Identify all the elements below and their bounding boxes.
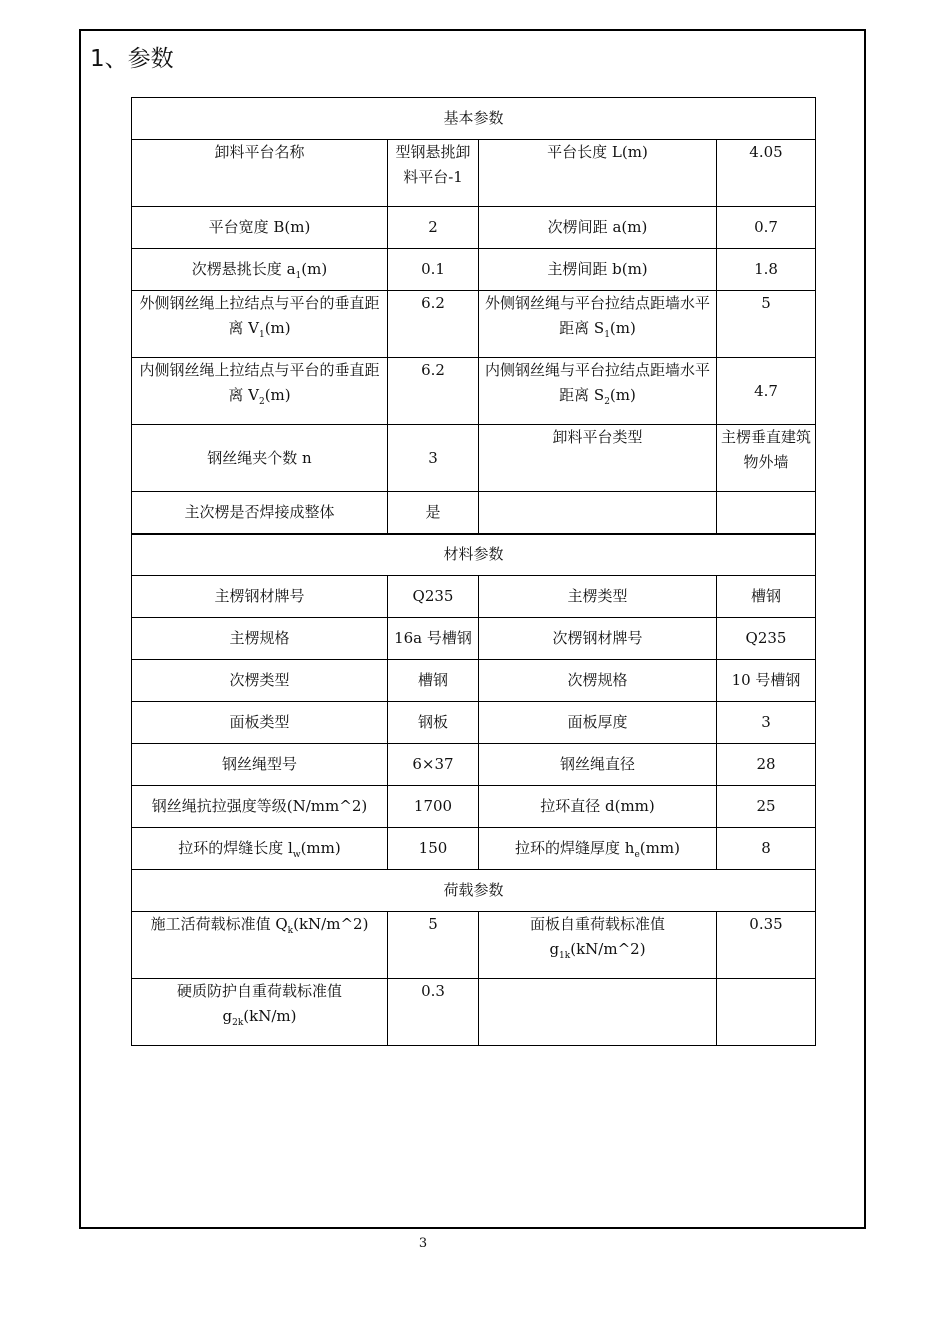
param-label: 卸料平台名称	[132, 140, 388, 207]
param-value: 5	[388, 912, 479, 979]
label-text: 外侧钢丝绳上拉结点与平台的垂直距离 V	[139, 294, 380, 337]
section-title-load: 荷载参数	[132, 870, 816, 912]
label-subscript: e	[634, 850, 640, 860]
param-value: 5	[717, 291, 816, 358]
label-unit: (mm)	[300, 839, 341, 857]
label-text: 面板自重荷载标准值	[529, 915, 665, 933]
param-value: 2	[388, 207, 479, 249]
param-label	[479, 912, 717, 979]
param-value: Q235	[717, 618, 816, 660]
label-symbol: g	[222, 1007, 233, 1025]
param-label: 钢丝绳夹个数 n	[132, 425, 388, 492]
empty-cell	[717, 979, 816, 1046]
param-value: 0.7	[717, 207, 816, 249]
param-label: 次楞规格	[479, 660, 717, 702]
param-value: 1.8	[717, 249, 816, 291]
param-value: 3	[388, 425, 479, 492]
label-subscript: 1k	[559, 951, 571, 961]
param-label: 次楞类型	[132, 660, 388, 702]
param-value: 4.7	[717, 358, 816, 425]
param-value: 型钢悬挑卸料平台-1	[388, 140, 479, 207]
empty-cell	[479, 492, 717, 534]
label-subscript: 2	[258, 397, 265, 407]
param-label: 面板类型	[132, 702, 388, 744]
param-value: 28	[717, 744, 816, 786]
param-label: 卸料平台类型	[479, 425, 717, 492]
label-subscript: 2	[604, 397, 610, 407]
param-value: 槽钢	[717, 576, 816, 618]
param-label	[132, 912, 388, 979]
label-unit: (m)	[264, 319, 291, 337]
param-label	[132, 828, 388, 870]
table-row	[132, 492, 816, 534]
param-value: 25	[717, 786, 816, 828]
table-row	[132, 207, 816, 249]
page-number: 3	[418, 1236, 428, 1251]
table-row	[132, 828, 816, 870]
table-row	[132, 786, 816, 828]
table-row	[132, 425, 816, 492]
label-unit: (m)	[301, 260, 328, 278]
label-unit: (m)	[264, 386, 291, 404]
label-unit: (m)	[609, 386, 636, 404]
label-unit: (kN/m)	[243, 1007, 297, 1025]
param-label: 钢丝绳直径	[479, 744, 717, 786]
label-text: 内侧钢丝绳上拉结点与平台的垂直距离 V	[139, 361, 380, 404]
param-value: 钢板	[388, 702, 479, 744]
param-label: 主楞类型	[479, 576, 717, 618]
empty-cell	[717, 492, 816, 534]
param-label	[132, 979, 388, 1046]
table-row	[132, 744, 816, 786]
param-label	[132, 358, 388, 425]
param-value: 16a 号槽钢	[388, 618, 479, 660]
label-text: 施工活荷载标准值 Q	[150, 915, 288, 933]
table-row	[132, 660, 816, 702]
param-label: 拉环直径 d(mm)	[479, 786, 717, 828]
label-text: 内侧钢丝绳与平台拉结点距墙水平距离 S	[484, 361, 710, 404]
label-subscript: 1	[258, 330, 265, 340]
param-value: 10 号槽钢	[717, 660, 816, 702]
param-label: 钢丝绳抗拉强度等级(N/mm^2)	[132, 786, 388, 828]
label-text: 拉环的焊缝厚度 h	[515, 839, 635, 857]
section-row-basic	[132, 98, 816, 140]
param-value: 4.05	[717, 140, 816, 207]
section-title-basic: 基本参数	[132, 98, 816, 140]
param-value: 8	[717, 828, 816, 870]
label-text: 硬质防护自重荷载标准值	[176, 982, 342, 1000]
label-text: 拉环的焊缝长度 l	[178, 839, 293, 857]
table-row	[132, 576, 816, 618]
param-label	[132, 291, 388, 358]
param-value: 槽钢	[388, 660, 479, 702]
param-value: 0.1	[388, 249, 479, 291]
label-text: 次楞悬挑长度 a	[191, 260, 296, 278]
param-label	[479, 828, 717, 870]
param-label: 面板厚度	[479, 702, 717, 744]
param-label: 钢丝绳型号	[132, 744, 388, 786]
table-row	[132, 702, 816, 744]
param-label: 主楞间距 b(m)	[479, 249, 717, 291]
param-value: 主楞垂直建筑物外墙	[717, 425, 816, 492]
param-label: 平台长度 L(m)	[479, 140, 717, 207]
empty-cell	[479, 979, 717, 1046]
param-label: 次楞钢材牌号	[479, 618, 717, 660]
section-heading: 1、参数	[90, 46, 174, 72]
param-value: 3	[717, 702, 816, 744]
param-value: 0.35	[717, 912, 816, 979]
param-value: Q235	[388, 576, 479, 618]
label-subscript: 1	[295, 271, 302, 281]
param-label: 平台宽度 B(m)	[132, 207, 388, 249]
label-subscript: k	[287, 926, 294, 936]
parameter-table	[131, 97, 816, 1046]
param-value: 6.2	[388, 291, 479, 358]
param-label: 主楞钢材牌号	[132, 576, 388, 618]
label-subscript: w	[292, 850, 301, 860]
section-row-load	[132, 870, 816, 912]
label-unit: (m)	[609, 319, 636, 337]
label-unit: (kN/m^2)	[570, 940, 646, 958]
label-symbol: g	[549, 940, 560, 958]
section-title-material: 材料参数	[132, 534, 816, 576]
param-label	[479, 291, 717, 358]
table-row	[132, 291, 816, 358]
param-value: 0.3	[388, 979, 479, 1046]
param-label	[132, 249, 388, 291]
param-label	[479, 358, 717, 425]
label-subscript: 2k	[232, 1018, 244, 1028]
label-text: 外侧钢丝绳与平台拉结点距墙水平距离 S	[484, 294, 710, 337]
table-row	[132, 358, 816, 425]
section-row-material	[132, 534, 816, 576]
param-value: 是	[388, 492, 479, 534]
label-subscript: 1	[604, 330, 610, 340]
param-value: 6.2	[388, 358, 479, 425]
table-row	[132, 140, 816, 207]
table-row	[132, 618, 816, 660]
param-label: 主楞规格	[132, 618, 388, 660]
param-label: 次楞间距 a(m)	[479, 207, 717, 249]
table-row	[132, 912, 816, 979]
param-value: 1700	[388, 786, 479, 828]
param-label: 主次楞是否焊接成整体	[132, 492, 388, 534]
table-row	[132, 249, 816, 291]
label-unit: (mm)	[639, 839, 680, 857]
param-value: 150	[388, 828, 479, 870]
table-row	[132, 979, 816, 1046]
label-unit: (kN/m^2)	[293, 915, 369, 933]
param-value: 6×37	[388, 744, 479, 786]
